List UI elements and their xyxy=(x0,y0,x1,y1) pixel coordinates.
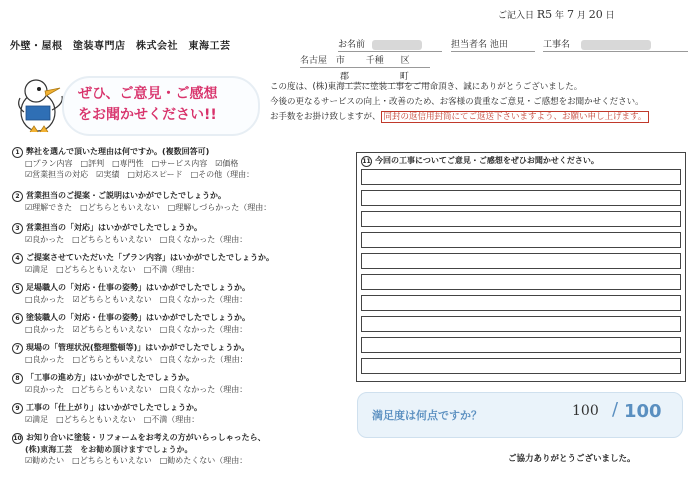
question-1 xyxy=(12,146,342,180)
score-label: 満足度は何点ですか？ xyxy=(372,409,482,422)
date-day[interactable]: 20 xyxy=(588,8,603,21)
question-10 xyxy=(12,432,342,466)
thanks-message: ご協力ありがとうございました。 xyxy=(508,454,636,464)
comment-line[interactable] xyxy=(361,274,681,290)
comment-line[interactable] xyxy=(361,232,681,248)
score-separator: / xyxy=(612,399,619,420)
comment-line[interactable] xyxy=(361,190,681,206)
question-title: 工事の「仕上がり」はいかがでしたでしょうか。 xyxy=(26,403,202,412)
addr-ward-unit: 区 xyxy=(400,56,410,66)
question-title: ご提案させていただいた「プラン内容」はいかがでしたでしょうか。 xyxy=(26,253,274,262)
greeting-line-1: この度は、(株)東海工芸に塗装工事をご用命頂き、誠にありがとうございました。 xyxy=(270,82,583,92)
koji-field[interactable] xyxy=(543,37,688,52)
question-4 xyxy=(12,252,342,275)
question-2 xyxy=(12,190,342,213)
question-title: 「工事の進め方」はいかがでしたでしょうか。 xyxy=(26,373,194,382)
question-number: 1 xyxy=(12,147,23,158)
question-5 xyxy=(12,282,342,305)
question-options-2[interactable]: ☑営業担当の対応 ☑実績 □対応スピード □その他（理由： xyxy=(25,170,255,179)
question-options[interactable]: □良かった ☑どちらともいえない □良くなかった（理由： xyxy=(25,295,248,304)
satisfaction-score xyxy=(357,392,683,438)
question-title: 今回の工事についてご意見・ご感想をぜひお聞かせください。 xyxy=(375,156,599,165)
redacted-name xyxy=(372,40,422,50)
question-number: 11 xyxy=(362,158,371,165)
redacted-koji xyxy=(581,40,651,50)
addr-city-unit: 市 xyxy=(335,56,345,66)
comment-line[interactable] xyxy=(361,358,681,374)
comment-line[interactable] xyxy=(361,295,681,311)
tanto-label: 担当者名 xyxy=(451,40,488,50)
date-month[interactable]: 7 xyxy=(566,8,574,21)
score-value[interactable]: 100 xyxy=(572,403,599,419)
question-number: 6 xyxy=(12,313,23,324)
question-number: 4 xyxy=(12,253,23,264)
question-number: 9 xyxy=(12,403,23,414)
question-options[interactable]: ☑良かった □どちらともいえない □良くなかった（理由： xyxy=(25,385,248,394)
question-number: 7 xyxy=(12,343,23,354)
question-title: 弊社を選んで頂いた理由は何ですか。(複数回答可) xyxy=(26,147,210,156)
comment-box xyxy=(356,152,686,382)
question-number: 8 xyxy=(12,373,23,384)
question-title: 営業担当の「対応」はいかがでしたでしょうか。 xyxy=(26,223,202,232)
question-9 xyxy=(12,402,342,425)
banner-line-1: ぜひ、ご意見・ご感想 xyxy=(78,86,218,102)
greeting-line-3-text: お手数をお掛け致しますが、 xyxy=(270,112,381,122)
banner-line-2: をお聞かせください!! xyxy=(78,107,217,123)
question-options[interactable]: ☑満足 □どちらともいえない □不満（理由： xyxy=(25,415,200,424)
question-number: 2 xyxy=(12,191,23,202)
comment-line[interactable] xyxy=(361,211,681,227)
question-options[interactable]: □プラン内容 □評判 □専門性 □サービス内容 ☑価格 xyxy=(25,159,239,168)
question-options[interactable]: ☑満足 □どちらともいえない □不満（理由： xyxy=(25,265,200,274)
date-label: ご記入日 xyxy=(498,11,535,21)
question-title: 足場職人の「対応・仕事の姿勢」はいかがでしたでしょうか。 xyxy=(26,283,250,292)
greeting xyxy=(270,80,695,125)
question-title: お知り合いに塗装・リフォームをお考えの方がいらっしゃったら、 xyxy=(26,433,266,442)
question-title: 営業担当のご提案・ご説明はいかがでしたでしょうか。 xyxy=(26,191,226,200)
greeting-return-note: 同封の返信用封筒にてご返送下さいますよう、お願い申し上げます。 xyxy=(381,111,650,123)
question-number: 10 xyxy=(13,435,22,442)
question-3 xyxy=(12,222,342,245)
question-options[interactable]: □良かった □どちらともいえない □良くなかった（理由： xyxy=(25,355,248,364)
comment-line[interactable] xyxy=(361,316,681,332)
question-number: 3 xyxy=(12,223,23,234)
greeting-line-2: 今後の更なるサービスの向上・改善のため、お客様の貴重なご意見・ご感想をお聞かせください。 xyxy=(270,97,644,107)
question-options[interactable]: □良かった ☑どちらともいえない □良くなかった（理由： xyxy=(25,325,248,334)
banner-bubble xyxy=(62,76,260,136)
question-8 xyxy=(12,372,342,395)
fill-date xyxy=(498,8,615,21)
company-name: 外壁・屋根 塗装専門店 株式会社 東海工芸 xyxy=(10,41,231,52)
question-options[interactable]: ☑勧めたい □どちらともいえない □勧めたくない（理由： xyxy=(25,456,248,465)
question-options[interactable]: ☑良かった □どちらともいえない □良くなかった（理由： xyxy=(25,235,248,244)
question-title-2: (株)東海工芸 をお勧め頂けますでしょうか。 xyxy=(25,445,193,454)
bird-mascot-icon xyxy=(12,76,68,134)
question-options[interactable]: ☑理解できた □どちらともいえない □理解しづらかった（理由： xyxy=(25,203,272,212)
question-number: 5 xyxy=(12,283,23,294)
question-7 xyxy=(12,342,342,365)
greeting-line-3 xyxy=(270,110,695,125)
date-day-unit: 日 xyxy=(605,11,615,21)
question-6 xyxy=(12,312,342,335)
date-year-unit: 年 xyxy=(555,11,565,21)
date-year[interactable]: R5 xyxy=(536,8,553,21)
tanto-field[interactable] xyxy=(451,37,535,52)
addr-town-unit: 町 xyxy=(399,72,409,82)
comment-line[interactable] xyxy=(361,169,681,185)
date-month-unit: 月 xyxy=(576,11,586,21)
addr-ward: 千種 xyxy=(365,56,384,66)
koji-label: 工事名 xyxy=(543,40,571,50)
address-line-1[interactable] xyxy=(300,53,430,68)
question-title: 現場の「管理状況(整理整頓等)」はいかがでしたでしょうか。 xyxy=(26,343,250,352)
comment-line[interactable] xyxy=(361,253,681,269)
addr-gun-unit: 郡 xyxy=(340,72,350,82)
question-title: 塗装職人の「対応・仕事の姿勢」はいかがでしたでしょうか。 xyxy=(26,313,250,322)
addr-city: 名古屋 xyxy=(300,56,328,66)
score-max: 100 xyxy=(624,401,662,422)
tanto-value: 池田 xyxy=(489,40,508,50)
name-field[interactable] xyxy=(338,37,442,52)
comment-line[interactable] xyxy=(361,337,681,353)
name-label: お名前 xyxy=(338,40,366,50)
